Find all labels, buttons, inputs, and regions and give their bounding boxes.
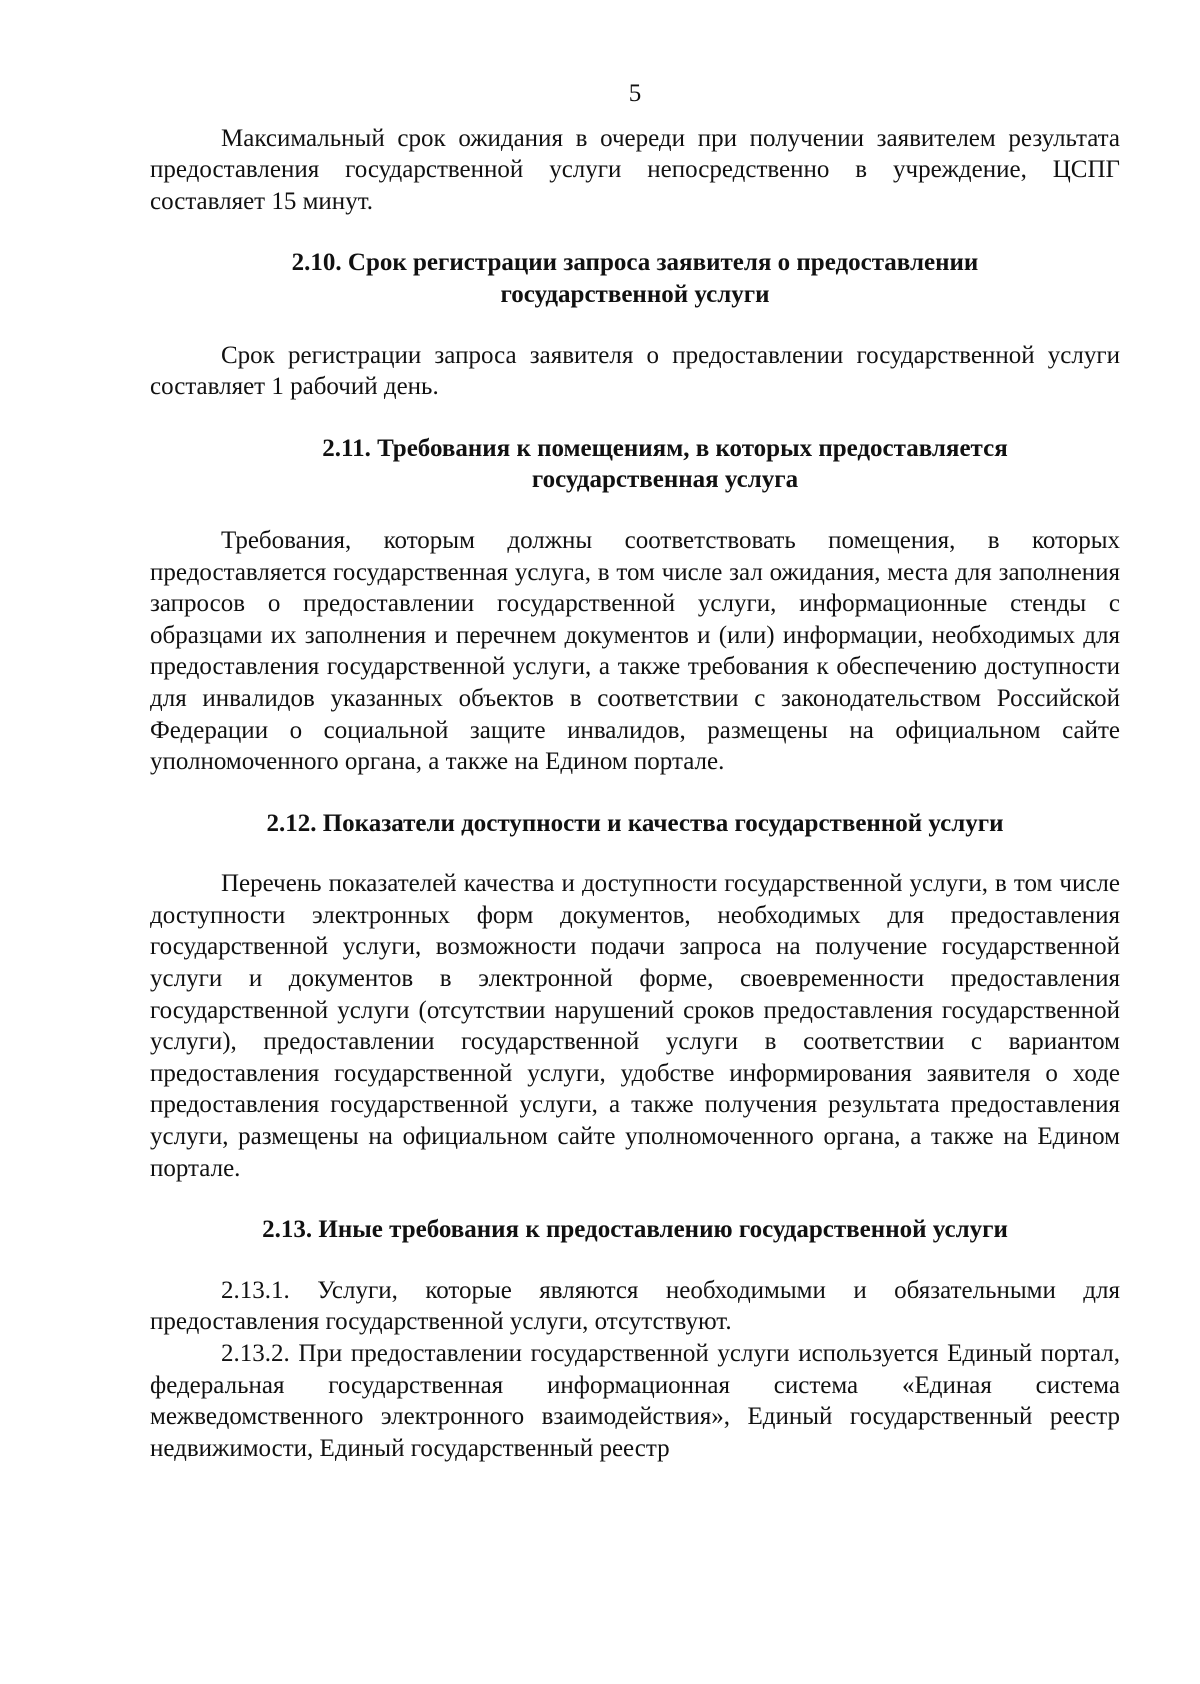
heading-line: 2.10. Срок регистрации запроса заявителя о предоставлении [291, 249, 979, 277]
page-number: 5 [628, 80, 642, 107]
spacer [150, 839, 1120, 868]
paragraph-quality-indicators: Перечень показателей качества и доступности государственной услуги, в том числе доступности электронных форм документов, необходимых для предоставления государственной услуги, возможности подачи запроса на получение государственной услуги и документов в электронной форме, своевременности предоставления государственной услуги (отсутствии нарушений сроков предоставления государственной услуги), предоставлении государственной услуги в соответствии с вариантом предоставления государственной услуги, удобстве информирования заявителя о ходе предоставления государственной услуги, а также получения результата предоставления услуги, размещены на официальном сайте уполномоченного органа, а также на Едином портале. [150, 870, 1120, 1182]
spacer [150, 403, 1120, 433]
heading-line: государственной услуги [500, 280, 770, 308]
section-heading-2-10 [150, 247, 1120, 310]
paragraph-queue-wait-time: Максимальный срок ожидания в очереди при получении заявителем результата предоставления государственной услуги непосредственно в учреждение, ЦСПГ составляет 15 минут. [150, 124, 1120, 215]
spacer [150, 217, 1120, 247]
heading-line: 2.11. Требования к помещениям, в которых предоставляется [322, 434, 1008, 462]
spacer [150, 1246, 1120, 1275]
paragraph-registration-term: Срок регистрации запроса заявителя о предоставлении государственной услуги составляет 1 рабочий день. [150, 341, 1120, 401]
section-heading-2-13 [150, 1214, 1120, 1246]
paragraph-2-13-1: 2.13.1. Услуги, которые являются необходимыми и обязательными для предоставления государственной услуги, отсутствуют. [150, 1276, 1120, 1336]
section-heading-2-11 [150, 433, 1120, 496]
page-content [150, 78, 1120, 1464]
spacer [150, 778, 1120, 808]
heading-line: 2.13. Иные требования к предоставлению государственной услуги [262, 1216, 1008, 1244]
heading-line: государственная услуга [531, 466, 799, 494]
heading-line: 2.12. Показатели доступности и качества государственной услуги [266, 809, 1004, 837]
paragraph-premises-requirements: Требования, которым должны соответствовать помещения, в которых предоставляется государственная услуга, в том числе зал ожидания, места для заполнения запросов о предоставлении государственной услуги, информационные стенды с образцами их заполнения и перечнем документов и (или) информации, необходимых для предоставления государственной услуги, а также требования к обеспечению доступности для инвалидов указанных объектов в соответствии с законодательством Российской Федерации о социальной защите инвалидов, размещены на официальном сайте уполномоченного органа, а также на Едином портале. [150, 526, 1120, 776]
section-heading-2-12 [150, 808, 1120, 840]
spacer [150, 1184, 1120, 1214]
spacer [150, 496, 1120, 525]
paragraph-2-13-2: 2.13.2. При предоставлении государственной услуги используется Единый портал, федеральная государственная информационная система «Единая система межведомственного электронного взаимодействия», Единый государственный реестр недвижимости, Единый государственный реестр [150, 1340, 1120, 1462]
spacer [150, 311, 1120, 340]
